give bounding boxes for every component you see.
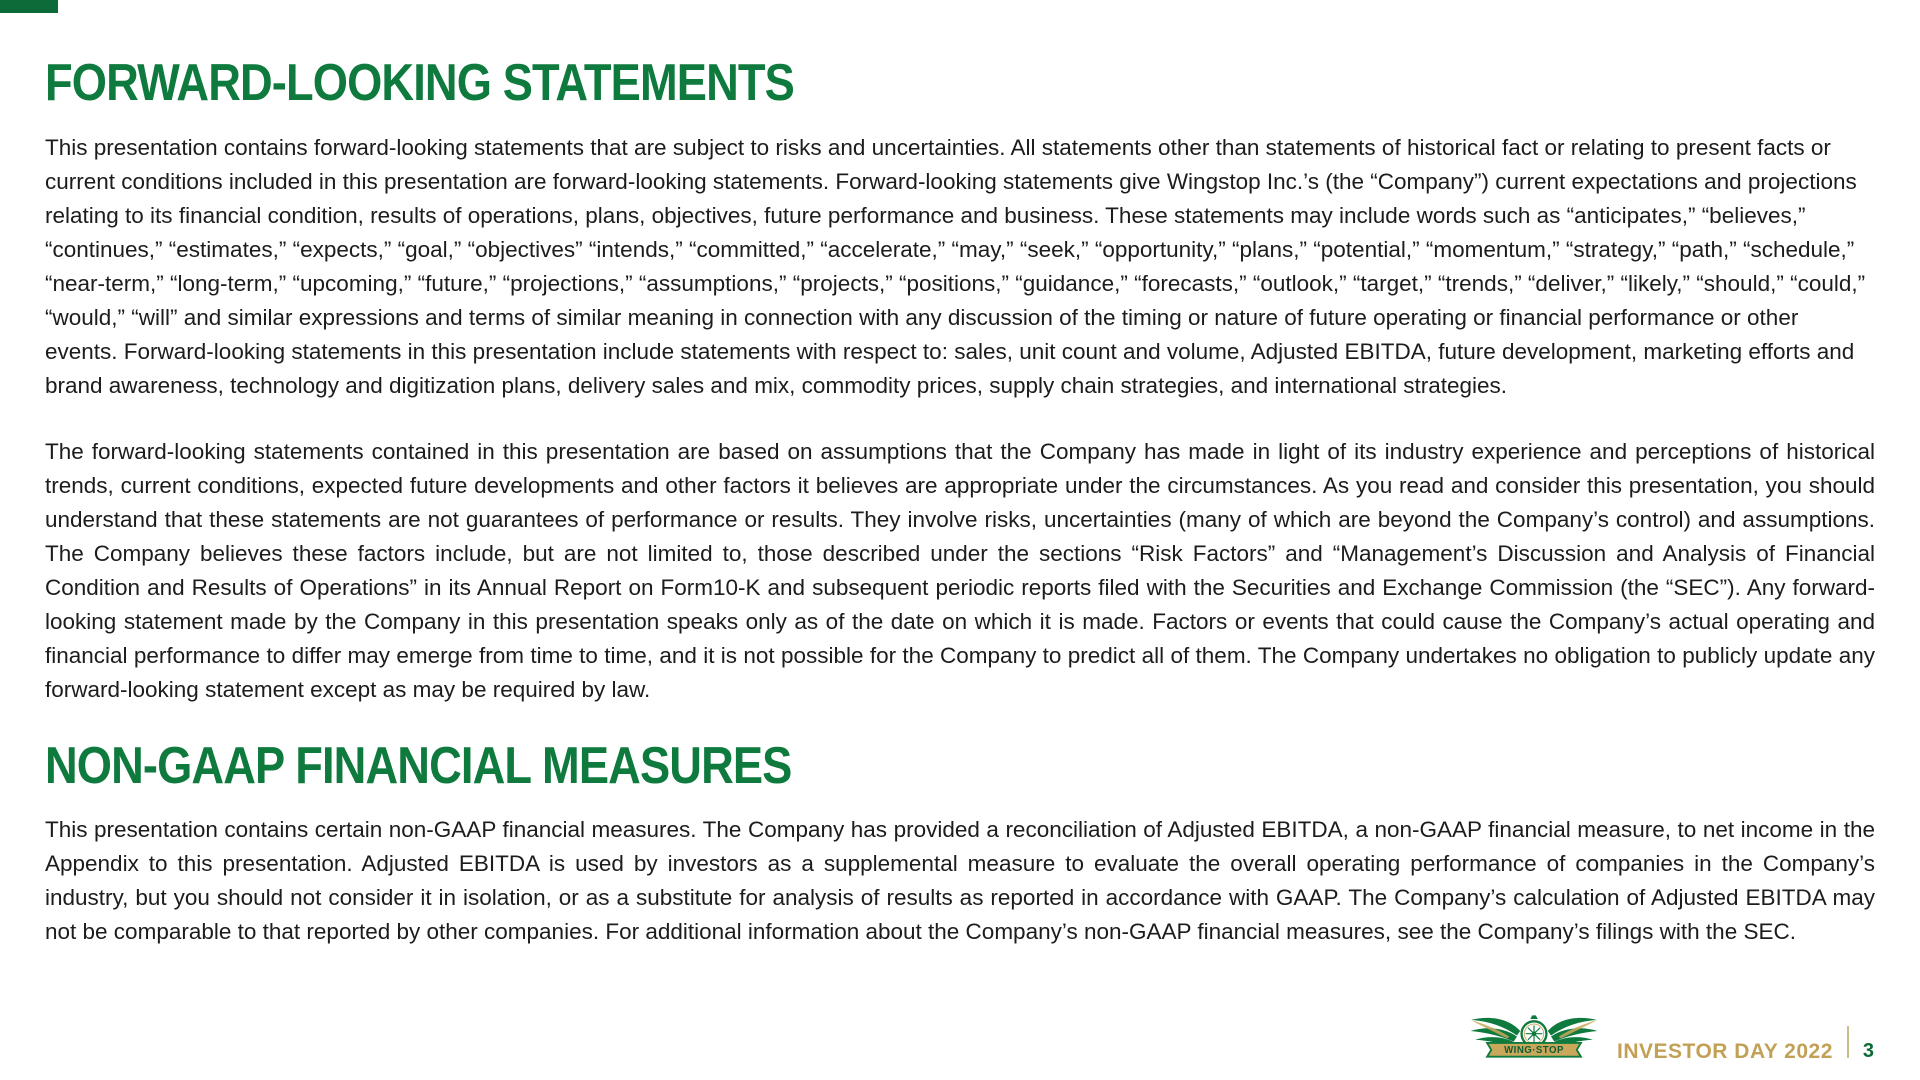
wingstop-wings-icon xyxy=(1465,1014,1603,1070)
wingstop-logo xyxy=(1465,1014,1603,1070)
slide-footer xyxy=(1465,1014,1874,1070)
wingstop-logo-text: WING·STOP xyxy=(1504,1045,1564,1057)
investor-day-label: INVESTOR DAY 2022 xyxy=(1616,1040,1833,1063)
forward-looking-paragraph-1: This presentation contains forward-looking statements that are subject to risks and uncertainties. All statements other than statements of historical fact or relating to present facts or current conditions included in this presentation are forward-looking statements. Forward-looking statements give Wingstop Inc.’s (the “Company”) current expectations and projections relating to its financial condition, results of operations, plans, objectives, future performance and business. These statements may include words such as “anticipates,” “believes,” “continues,” “estimates,” “expects,” “goal,” “objectives” “intends,” “committed,” “accelerate,” “may,” “seek,” “opportunity,” “plans,” “potential,” “momentum,” “strategy,” “path,” “schedule,” “near-term,” “long-term,” “upcoming,” “future,” “projections,” “assumptions,” “projects,” “positions,” “guidance,” “forecasts,” “outlook,” “target,” “trends,” “deliver,” “likely,” “should,” “could,” “would,” “will” and similar expressions and terms of similar meaning in connection with any discussion of the timing or nature of future operating or financial performance or other events. Forward-looking statements in this presentation include statements with respect to: sales, unit count and volume, Adjusted EBITDA, future development, marketing efforts and brand awareness, technology and digitization plans, delivery sales and mix, commodity prices, supply chain strategies, and international strategies. xyxy=(45,134,1866,398)
footer-divider xyxy=(1847,1026,1849,1058)
non-gaap-paragraph-1: This presentation contains certain non-GAAP financial measures. The Company has provided a reconciliation of Adjusted EBITDA, a non-GAAP financial measure, to net income in the Appendix to this presentation. Adjusted EBITDA is used by investors as a supplemental measure to evaluate the overall operating performance of companies in the Company’s industry, but you should not consider it in isolation, or as a substitute for analysis of results as reported in accordance with GAAP. The Company’s calculation of Adjusted EBITDA may not be comparable to that reported by other companies. For additional information about the Company’s non-GAAP financial measures, see the Company’s filings with the SEC. xyxy=(45,817,1875,945)
page-number: 3 xyxy=(1862,1040,1874,1062)
heading-non-gaap-financial-measures: NON-GAAP FINANCIAL MEASURES xyxy=(45,736,792,795)
corner-accent-bar xyxy=(0,0,58,13)
heading-forward-looking-statements: FORWARD-LOOKING STATEMENTS xyxy=(45,54,794,112)
forward-looking-paragraph-2: The forward-looking statements contained in this presentation are based on assumptions that the Company has made in light of its industry experience and perceptions of historical trends, current conditions, expected future developments and other factors it believes are appropriate under the circumstances. As you read and consider this presentation, you should understand that these statements are not guarantees of performance or results. They involve risks, uncertainties (many of which are beyond the Company’s control) and assumptions. The Company believes these factors include, but are not limited to, those described under the sections “Risk Factors” and “Management’s Discussion and Analysis of Financial Condition and Results of Operations” in its Annual Report on Form10-K and subsequent periodic reports filed with the Securities and Exchange Commission (the “SEC”). Any forward-looking statement made by the Company in this presentation speaks only as of the date on which it is made. Factors or events that could cause the Company’s actual operating and financial performance to differ may emerge from time to time, and it is not possible for the Company to predict all of them. The Company undertakes no obligation to publicly update any forward-looking statement except as may be required by law. xyxy=(45,438,1875,702)
slide-content xyxy=(45,56,1875,981)
